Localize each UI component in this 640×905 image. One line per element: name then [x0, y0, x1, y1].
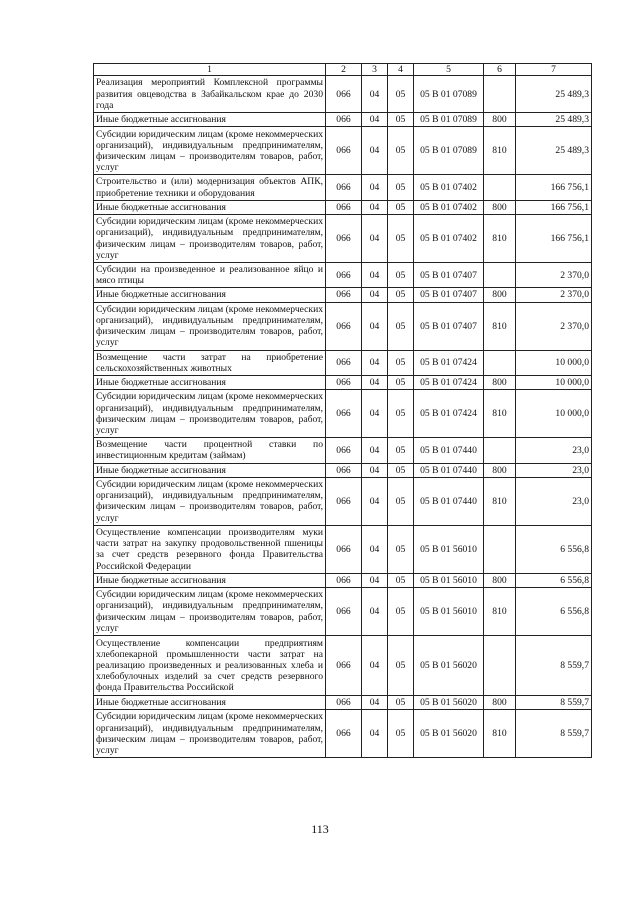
- subsection-cell: 05: [388, 288, 414, 302]
- section-cell: 04: [362, 127, 388, 175]
- ministry-code-cell: 066: [326, 215, 362, 263]
- ministry-code-cell: 066: [326, 390, 362, 438]
- expense-type-cell: [484, 636, 516, 696]
- section-cell: 04: [362, 696, 388, 710]
- ministry-code-cell: 066: [326, 127, 362, 175]
- row-name-cell: Иные бюджетные ассигнования: [94, 696, 326, 710]
- row-name-cell: Иные бюджетные ассигнования: [94, 288, 326, 302]
- target-article-cell: 05 В 01 07424: [414, 376, 484, 390]
- table-row: [94, 588, 592, 636]
- expense-type-cell: 810: [484, 477, 516, 525]
- row-name-cell: Возмещение части процентной ставки по инвестиционным кредитам (займам): [94, 438, 326, 463]
- subsection-cell: 05: [388, 200, 414, 214]
- row-name-cell: Возмещение части затрат на приобретение сельскохозяйственных животных: [94, 350, 326, 375]
- target-article-cell: 05 В 01 56020: [414, 636, 484, 696]
- subsection-cell: 05: [388, 175, 414, 200]
- subsection-cell: 05: [388, 215, 414, 263]
- table-row: [94, 463, 592, 477]
- subsection-cell: 05: [388, 113, 414, 127]
- section-cell: 04: [362, 288, 388, 302]
- expense-type-cell: 810: [484, 215, 516, 263]
- row-name-cell: Субсидии юридическим лицам (кроме некоммерческих организаций), индивидуальным предпринимателям, физическим лицам – производителям товаров, работ, услуг: [94, 127, 326, 175]
- header-cell: 5: [414, 64, 484, 76]
- section-cell: 04: [362, 390, 388, 438]
- section-cell: 04: [362, 477, 388, 525]
- target-article-cell: 05 В 01 07440: [414, 477, 484, 525]
- section-cell: 04: [362, 438, 388, 463]
- expense-type-cell: 800: [484, 696, 516, 710]
- subsection-cell: 05: [388, 438, 414, 463]
- amount-cell: 25 489,3: [516, 76, 592, 113]
- amount-cell: 6 556,8: [516, 588, 592, 636]
- amount-cell: 6 556,8: [516, 573, 592, 587]
- target-article-cell: 05 В 01 56010: [414, 588, 484, 636]
- row-name-cell: Субсидии на произведенное и реализованное яйцо и мясо птицы: [94, 263, 326, 288]
- amount-cell: 8 559,7: [516, 710, 592, 758]
- amount-cell: 166 756,1: [516, 175, 592, 200]
- table-row: [94, 263, 592, 288]
- subsection-cell: 05: [388, 477, 414, 525]
- row-name-cell: Строительство и (или) модернизация объектов АПК, приобретение техники и оборудования: [94, 175, 326, 200]
- section-cell: 04: [362, 76, 388, 113]
- subsection-cell: 05: [388, 588, 414, 636]
- page-number: 113: [311, 822, 329, 836]
- ministry-code-cell: 066: [326, 350, 362, 375]
- table-row: [94, 288, 592, 302]
- amount-cell: 10 000,0: [516, 390, 592, 438]
- target-article-cell: 05 В 01 07407: [414, 263, 484, 288]
- section-cell: 04: [362, 525, 388, 573]
- ministry-code-cell: 066: [326, 113, 362, 127]
- header-cell: 1: [94, 64, 326, 76]
- section-cell: 04: [362, 636, 388, 696]
- target-article-cell: 05 В 01 07424: [414, 390, 484, 438]
- target-article-cell: 05 В 01 07089: [414, 127, 484, 175]
- ministry-code-cell: 066: [326, 175, 362, 200]
- section-cell: 04: [362, 573, 388, 587]
- amount-cell: 10 000,0: [516, 376, 592, 390]
- target-article-cell: 05 В 01 07407: [414, 302, 484, 350]
- expense-type-cell: 800: [484, 573, 516, 587]
- target-article-cell: 05 В 01 56020: [414, 710, 484, 758]
- row-name-cell: Осуществление компенсации предприятиям хлебопекарной промышленности части затрат на реализацию произведенных и реализованных хлеба и хлебобулочных изделий за счет средств резервного фонда Правительства Российской: [94, 636, 326, 696]
- amount-cell: 23,0: [516, 463, 592, 477]
- expense-type-cell: 800: [484, 113, 516, 127]
- expense-type-cell: 800: [484, 376, 516, 390]
- subsection-cell: 05: [388, 696, 414, 710]
- ministry-code-cell: 066: [326, 710, 362, 758]
- expense-type-cell: [484, 438, 516, 463]
- subsection-cell: 05: [388, 76, 414, 113]
- amount-cell: 10 000,0: [516, 350, 592, 375]
- table-row: [94, 390, 592, 438]
- expense-type-cell: 800: [484, 288, 516, 302]
- target-article-cell: 05 В 01 07440: [414, 438, 484, 463]
- subsection-cell: 05: [388, 302, 414, 350]
- expense-type-cell: 810: [484, 710, 516, 758]
- subsection-cell: 05: [388, 525, 414, 573]
- section-cell: 04: [362, 113, 388, 127]
- row-name-cell: Субсидии юридическим лицам (кроме некоммерческих организаций), индивидуальным предпринимателям, физическим лицам – производителям товаров, работ, услуг: [94, 215, 326, 263]
- target-article-cell: 05 В 01 07402: [414, 215, 484, 263]
- table-row: [94, 302, 592, 350]
- row-name-cell: Иные бюджетные ассигнования: [94, 113, 326, 127]
- target-article-cell: 05 В 01 07402: [414, 175, 484, 200]
- table-header-row: [94, 64, 592, 76]
- table-row: [94, 376, 592, 390]
- row-name-cell: Иные бюджетные ассигнования: [94, 376, 326, 390]
- table-row: [94, 477, 592, 525]
- row-name-cell: Осуществление компенсации производителям муки части затрат на закупку продовольственной пшеницы за счет средств резервного фонда Правительства Российской Федерации: [94, 525, 326, 573]
- target-article-cell: 05 В 01 07089: [414, 113, 484, 127]
- amount-cell: 2 370,0: [516, 288, 592, 302]
- section-cell: 04: [362, 710, 388, 758]
- table-row: [94, 175, 592, 200]
- budget-table: [93, 63, 592, 758]
- row-name-cell: Субсидии юридическим лицам (кроме некоммерческих организаций), индивидуальным предпринимателям, физическим лицам – производителям товаров, работ, услуг: [94, 477, 326, 525]
- header-cell: 3: [362, 64, 388, 76]
- amount-cell: 25 489,3: [516, 113, 592, 127]
- section-cell: 04: [362, 175, 388, 200]
- table-row: [94, 525, 592, 573]
- subsection-cell: 05: [388, 127, 414, 175]
- table-row: [94, 215, 592, 263]
- ministry-code-cell: 066: [326, 376, 362, 390]
- expense-type-cell: [484, 263, 516, 288]
- section-cell: 04: [362, 263, 388, 288]
- table-row: [94, 76, 592, 113]
- table-row: [94, 696, 592, 710]
- subsection-cell: 05: [388, 263, 414, 288]
- ministry-code-cell: 066: [326, 263, 362, 288]
- amount-cell: 2 370,0: [516, 263, 592, 288]
- header-cell: 4: [388, 64, 414, 76]
- amount-cell: 23,0: [516, 438, 592, 463]
- ministry-code-cell: 066: [326, 463, 362, 477]
- ministry-code-cell: 066: [326, 302, 362, 350]
- expense-type-cell: [484, 525, 516, 573]
- expense-type-cell: 800: [484, 200, 516, 214]
- ministry-code-cell: 066: [326, 76, 362, 113]
- ministry-code-cell: 066: [326, 588, 362, 636]
- expense-type-cell: 810: [484, 302, 516, 350]
- amount-cell: 23,0: [516, 477, 592, 525]
- ministry-code-cell: 066: [326, 696, 362, 710]
- expense-type-cell: 800: [484, 463, 516, 477]
- ministry-code-cell: 066: [326, 636, 362, 696]
- table-row: [94, 438, 592, 463]
- section-cell: 04: [362, 350, 388, 375]
- amount-cell: 8 559,7: [516, 636, 592, 696]
- expense-type-cell: 810: [484, 127, 516, 175]
- expense-type-cell: 810: [484, 588, 516, 636]
- ministry-code-cell: 066: [326, 525, 362, 573]
- amount-cell: 166 756,1: [516, 215, 592, 263]
- expense-type-cell: [484, 175, 516, 200]
- amount-cell: 8 559,7: [516, 696, 592, 710]
- header-cell: 7: [516, 64, 592, 76]
- row-name-cell: Иные бюджетные ассигнования: [94, 573, 326, 587]
- table-row: [94, 636, 592, 696]
- section-cell: 04: [362, 376, 388, 390]
- amount-cell: 25 489,3: [516, 127, 592, 175]
- ministry-code-cell: 066: [326, 200, 362, 214]
- target-article-cell: 05 В 01 56010: [414, 573, 484, 587]
- row-name-cell: Субсидии юридическим лицам (кроме некоммерческих организаций), индивидуальным предпринимателям, физическим лицам – производителям товаров, работ, услуг: [94, 710, 326, 758]
- expense-type-cell: 810: [484, 390, 516, 438]
- amount-cell: 6 556,8: [516, 525, 592, 573]
- section-cell: 04: [362, 588, 388, 636]
- table-row: [94, 350, 592, 375]
- row-name-cell: Субсидии юридическим лицам (кроме некоммерческих организаций), индивидуальным предпринимателям, физическим лицам – производителям товаров, работ, услуг: [94, 390, 326, 438]
- row-name-cell: Субсидии юридическим лицам (кроме некоммерческих организаций), индивидуальным предпринимателям, физическим лицам – производителям товаров, работ, услуг: [94, 588, 326, 636]
- target-article-cell: 05 В 01 56010: [414, 525, 484, 573]
- section-cell: 04: [362, 200, 388, 214]
- row-name-cell: Иные бюджетные ассигнования: [94, 463, 326, 477]
- subsection-cell: 05: [388, 710, 414, 758]
- expense-type-cell: [484, 76, 516, 113]
- table-row: [94, 710, 592, 758]
- target-article-cell: 05 В 01 07424: [414, 350, 484, 375]
- target-article-cell: 05 В 01 07407: [414, 288, 484, 302]
- amount-cell: 166 756,1: [516, 200, 592, 214]
- subsection-cell: 05: [388, 376, 414, 390]
- ministry-code-cell: 066: [326, 288, 362, 302]
- table-row: [94, 573, 592, 587]
- target-article-cell: 05 В 01 56020: [414, 696, 484, 710]
- subsection-cell: 05: [388, 573, 414, 587]
- ministry-code-cell: 066: [326, 477, 362, 525]
- target-article-cell: 05 В 01 07402: [414, 200, 484, 214]
- target-article-cell: 05 В 01 07089: [414, 76, 484, 113]
- section-cell: 04: [362, 215, 388, 263]
- ministry-code-cell: 066: [326, 438, 362, 463]
- table-row: [94, 113, 592, 127]
- subsection-cell: 05: [388, 463, 414, 477]
- header-cell: 2: [326, 64, 362, 76]
- row-name-cell: Реализация мероприятий Комплексной программы развития овцеводства в Забайкальском крае до 2030 года: [94, 76, 326, 113]
- table-row: [94, 200, 592, 214]
- ministry-code-cell: 066: [326, 573, 362, 587]
- target-article-cell: 05 В 01 07440: [414, 463, 484, 477]
- subsection-cell: 05: [388, 390, 414, 438]
- section-cell: 04: [362, 302, 388, 350]
- subsection-cell: 05: [388, 350, 414, 375]
- amount-cell: 2 370,0: [516, 302, 592, 350]
- expense-type-cell: [484, 350, 516, 375]
- row-name-cell: Иные бюджетные ассигнования: [94, 200, 326, 214]
- table-row: [94, 127, 592, 175]
- row-name-cell: Субсидии юридическим лицам (кроме некоммерческих организаций), индивидуальным предпринимателям, физическим лицам – производителям товаров, работ, услуг: [94, 302, 326, 350]
- subsection-cell: 05: [388, 636, 414, 696]
- section-cell: 04: [362, 463, 388, 477]
- header-cell: 6: [484, 64, 516, 76]
